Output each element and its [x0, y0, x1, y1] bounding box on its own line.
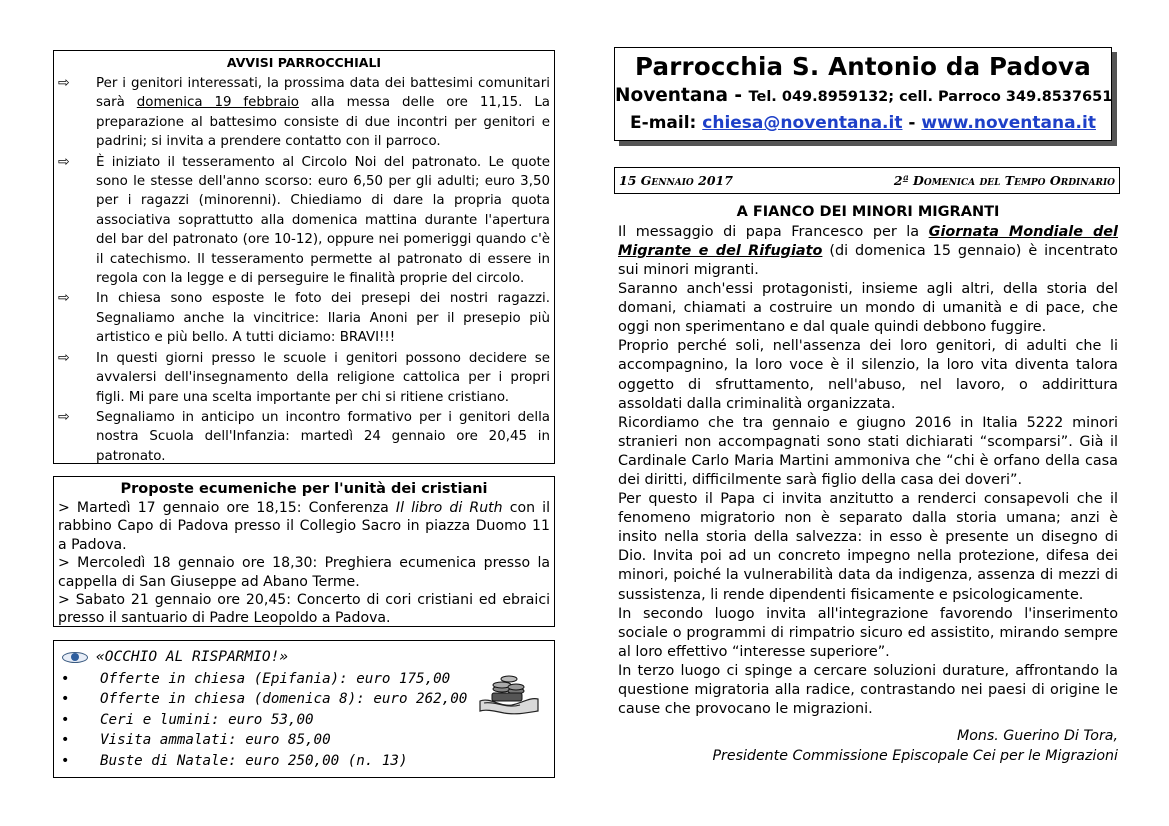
- avvisi-parrocchiali-box: [53, 50, 555, 464]
- contact-line: [615, 82, 1111, 111]
- occhio-title-row: [58, 647, 550, 667]
- ecumeniche-item: [58, 499, 550, 554]
- phone-numbers: Tel. 049.8959132; cell. Parroco 349.8537651: [748, 89, 1113, 105]
- email-line: [615, 111, 1111, 135]
- avviso-item: [58, 153, 550, 289]
- website-link[interactable]: www.noventana.it: [921, 113, 1096, 133]
- link-separator: -: [908, 113, 916, 133]
- ecumeniche-title: Proposte ecumeniche per l'unità dei cristiani: [120, 481, 488, 497]
- avviso-item: [58, 349, 550, 407]
- eye-icon: [62, 651, 88, 663]
- parish-header: [614, 47, 1112, 141]
- avviso-text: In chiesa sono esposte le foto dei presepi dei nostri ragazzi. Segnaliamo anche la vincitrice: Ilaria Anoni per il presepio più artistico e più bello. A tutti diciamo: BRAVI!!!: [96, 291, 550, 346]
- arrow-icon: ⇨: [58, 153, 70, 170]
- article-paragraph: [618, 223, 1118, 280]
- avviso-text: Segnaliamo in anticipo un incontro formativo per i genitori della nostra Scuola dell'Infanzia: martedì 24 gennaio ore 20,45 in patronato.: [96, 409, 550, 464]
- ecumeniche-item: > Sabato 21 gennaio ore 20,45: Concerto di cori cristiani ed ebraici presso il santuario di Padre Leopoldo a Padova.: [58, 592, 550, 627]
- occhio-title: «OCCHIO AL RISPARMIO!»: [96, 649, 289, 665]
- list-item: • Offerte in chiesa (domenica 8): euro 262,00: [58, 689, 550, 709]
- email-label: E-mail:: [630, 113, 697, 133]
- ecumeniche-item: > Mercoledì 18 gennaio ore 18,30: Preghiera ecumenica presso la cappella di San Giuseppe ad Abano Terme.: [58, 555, 550, 590]
- article-paragraph: Saranno anch'essi protagonisti, insieme agli altri, della storia del domani, chiamati a costruire un mondo di umanità e di pace, che oggi non sperimentano e dal quale quindi debbono fuggire.: [618, 281, 1118, 336]
- list-item: • Visita ammalati: euro 85,00: [58, 730, 550, 750]
- ecumeniche-text-part: > Martedì 17 gennaio ore 18,15: Conferenza: [58, 500, 396, 516]
- hands-with-coins-icon: [476, 667, 540, 715]
- avvisi-title: AVVISI PARROCCHIALI: [226, 55, 382, 70]
- list-item: • Buste di Natale: euro 250,00 (n. 13): [58, 751, 550, 771]
- signature-role: Presidente Commissione Episcopale Cei per le Migrazioni: [712, 748, 1118, 765]
- occhio-al-risparmio-box: [53, 640, 555, 778]
- article-text-part: Il messaggio di papa Francesco per la: [618, 223, 929, 240]
- email-link[interactable]: chiesa@noventana.it: [702, 113, 903, 133]
- avviso-item: [58, 289, 550, 347]
- avviso-text: In questi giorni presso le scuole i genitori possono decidere se avvalersi dell'insegnamento della religione cattolica per i propri figli. Mi pare una scelta importante per chi si ritiene cristiano.: [96, 350, 550, 405]
- article-paragraph: In terzo luogo ci spinge a cercare soluzioni durature, affrontando la questione migratoria alla radice, contrastando nei paesi di origine le cause che provocano le migrazioni.: [618, 662, 1118, 718]
- avviso-text-part: Per i genitori interessati, la prossima data dei battesimi comunitari sarà: [96, 76, 550, 111]
- article-text-part: (di domenica 15 gennaio) è incentrato sui minori migranti.: [618, 242, 1118, 278]
- article-paragraph: In secondo luogo invita all'integrazione favorendo l'inserimento sociale o programmi di rimpatrio sicuro ed assistito, mirando sempre al loro effettivo “interesse superiore”.: [618, 605, 1118, 660]
- proposte-ecumeniche-box: [53, 476, 555, 627]
- avviso-text-part: alla messa delle ore 11,15. La preparazione al battesimo consiste di due incontri per genitori e padrini; si invita a prendere contatto con il parroco.: [96, 95, 550, 150]
- article-paragraph: Per questo il Papa ci invita anzitutto a renderci consapevoli che il fenomeno migratorio non è separato dalla storia umana; anzi è insito nella storia della salvezza: in esso è presente un disegno di Dio. Invita poi ad un concreto impegno nella protezione, difesa dei minori, poiché la vulnerabilità data da indigenza, assenza di mezzi di sussistenza, li rende dipendenti fisicamente e psicologicamente.: [618, 491, 1118, 603]
- giornata-mondiale-highlight: Giornata Mondiale del Migrante e del Rifugiato: [618, 223, 1118, 259]
- article-paragraph: Ricordiamo che tra gennaio e giugno 2016 in Italia 5222 minori stranieri non accompagnati sono stati dichiarati “scomparsi”. Già il Cardinale Carlo Maria Martini ammoniva che “chi è orfano della casa dei diritti, difficilmente sarà figlio della casa dei doveri”.: [618, 414, 1118, 489]
- town-name: Noventana -: [615, 85, 743, 106]
- avviso-date-underlined: domenica 19 febbraio: [136, 95, 299, 111]
- ecumeniche-text-part: con il rabbino Capo di Padova presso il Collegio Sacro in piazza Duomo 11 a Padova.: [58, 500, 550, 553]
- signature-name: Mons. Guerino Di Tora,: [956, 728, 1118, 745]
- liturgical-sunday: 2ª Domenica del Tempo Ordinario: [893, 173, 1115, 188]
- arrow-icon: ⇨: [58, 408, 70, 425]
- book-title: Il libro di Ruth: [395, 500, 503, 516]
- arrow-icon: ⇨: [58, 75, 70, 91]
- article-title: A FIANCO DEI MINORI MIGRANTI: [736, 204, 1000, 220]
- parish-name: Parrocchia S. Antonio da Padova: [635, 52, 1091, 81]
- avviso-text: È iniziato il tesseramento al Circolo Noi del patronato. Le quote sono le stesse dell'anno scorso: euro 6,50 per gli adulti; euro 3,50 per i ragazzi (minorenni). Chiediamo di dare la propria quota associativa soprattutto alla domenica mattina durante l'apertura del bar del patronato (ore 10-12), oppure nei pomeriggi quando c'è il catechismo. Il tesseramento permette al patronato di essere in regola con la legge e di perseguire le finalità proprie del circolo.: [96, 154, 550, 287]
- article-paragraph: Proprio perché soli, nell'assenza dei loro genitori, di adulti che li accompagnino, la loro voce è il silenzio, la loro vita diventa talora oggetto di sfruttamento, nell'abuso, nel lavoro, o addirittura assoldati dalla criminalità organizzata.: [618, 338, 1118, 412]
- date-bar: [614, 167, 1120, 194]
- issue-date: 15 Gennaio 2017: [619, 173, 733, 188]
- article: [618, 203, 1118, 767]
- avviso-text: [96, 74, 550, 152]
- avviso-item: [58, 74, 550, 152]
- arrow-icon: ⇨: [58, 290, 70, 307]
- avviso-item: [58, 408, 550, 466]
- list-item: • Offerte in chiesa (Epifania): euro 175,00: [58, 669, 550, 689]
- arrow-icon: ⇨: [58, 349, 70, 366]
- list-item: • Ceri e lumini: euro 53,00: [58, 710, 550, 730]
